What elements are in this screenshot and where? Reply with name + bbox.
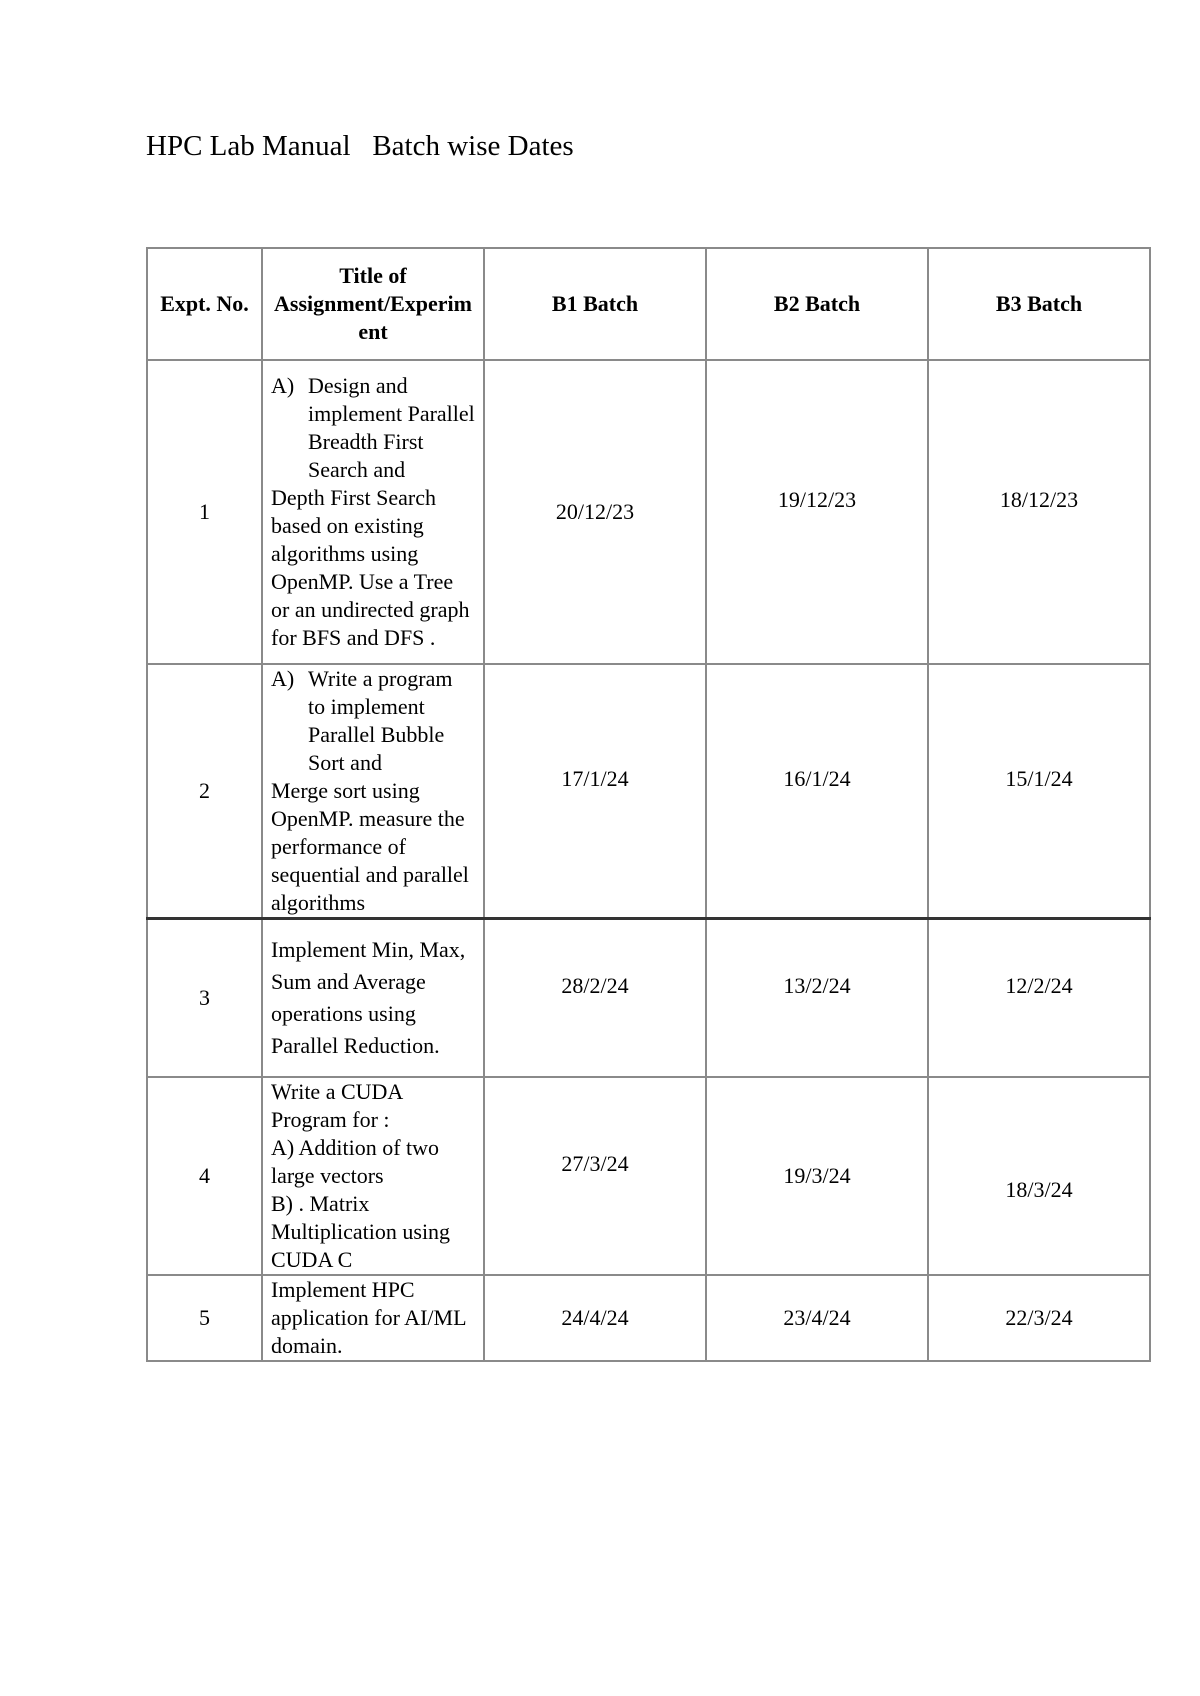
b2-date-cell: 19/3/24 (706, 1077, 928, 1275)
b1-date: 27/3/24 (561, 1151, 629, 1176)
b3-date-cell (928, 1077, 1150, 1275)
table-row (147, 1077, 1150, 1275)
expt-no-cell: 4 (147, 1077, 262, 1275)
title-text: Merge sort using OpenMP. measure the performance of sequential and parallel algorithms (271, 778, 469, 915)
b2-date: 13/2/24 (783, 973, 851, 998)
header-b3-batch: B3 Batch (928, 248, 1150, 360)
b2-date-cell: 23/4/24 (706, 1275, 928, 1361)
title-cell (262, 1077, 484, 1275)
expt-no-cell: 5 (147, 1275, 262, 1361)
b3-date-cell (928, 360, 1150, 664)
expt-no-cell: 1 (147, 360, 262, 664)
b2-date: 16/1/24 (783, 766, 851, 791)
header-b2-batch: B2 Batch (706, 248, 928, 360)
title-intro: Write a CUDA Program for : (271, 1079, 403, 1132)
b2-date: 19/12/23 (777, 487, 857, 512)
b1-date: 28/2/24 (561, 973, 629, 998)
b1-date-cell: 24/4/24 (484, 1275, 706, 1361)
list-marker: A) (271, 666, 295, 691)
header-expt-no: Expt. No. (147, 248, 262, 360)
title-cell (262, 664, 484, 919)
table-row (147, 664, 1150, 919)
title-sub-item (271, 372, 475, 484)
b3-date: 18/12/23 (999, 487, 1079, 512)
expt-no-cell: 3 (147, 919, 262, 1078)
b1-date-cell (484, 919, 706, 1078)
b3-date-cell (928, 664, 1150, 919)
header-title: Title of Assignment/Experiment (262, 248, 484, 360)
title-sub-item (271, 665, 475, 777)
b1-date-cell: 20/12/23 (484, 360, 706, 664)
title-text: Depth First Search based on existing algorithms using OpenMP. Use a Tree or an undirected graph for BFS and DFS . (271, 485, 470, 650)
header-b1-batch: B1 Batch (484, 248, 706, 360)
title-cell (262, 360, 484, 664)
title-item-b: B) . Matrix Multiplication using CUDA C (271, 1191, 451, 1272)
b3-date: 12/2/24 (1005, 973, 1073, 998)
b1-date: 17/1/24 (561, 766, 629, 791)
b2-date-cell (706, 664, 928, 919)
table-header-row (147, 248, 1150, 360)
table-row (147, 1275, 1150, 1361)
b3-date-cell (928, 919, 1150, 1078)
b2-date-cell (706, 919, 928, 1078)
document-title: HPC Lab Manual Batch wise Dates (146, 130, 574, 162)
b2-date-cell (706, 360, 928, 664)
list-marker: A) (271, 373, 295, 398)
title-sub-text: Design and implement Parallel Breadth First Search and (308, 373, 475, 482)
table-row (147, 919, 1150, 1078)
batch-schedule-table (146, 247, 1151, 1362)
title-sub-text: Write a program to implement Parallel Bubble Sort and (308, 666, 453, 775)
title-cell: Implement HPC application for AI/ML domain. (262, 1275, 484, 1361)
b1-date-cell (484, 664, 706, 919)
b3-date: 15/1/24 (1005, 766, 1073, 791)
b3-date-cell: 22/3/24 (928, 1275, 1150, 1361)
expt-no-cell: 2 (147, 664, 262, 919)
table-row (147, 360, 1150, 664)
b3-date: 18/3/24 (1005, 1177, 1073, 1202)
title-cell: Implement Min, Max, Sum and Average operations using Parallel Reduction. (262, 919, 484, 1078)
b1-date-cell (484, 1077, 706, 1275)
title-item-a: A) Addition of two large vectors (271, 1135, 440, 1188)
